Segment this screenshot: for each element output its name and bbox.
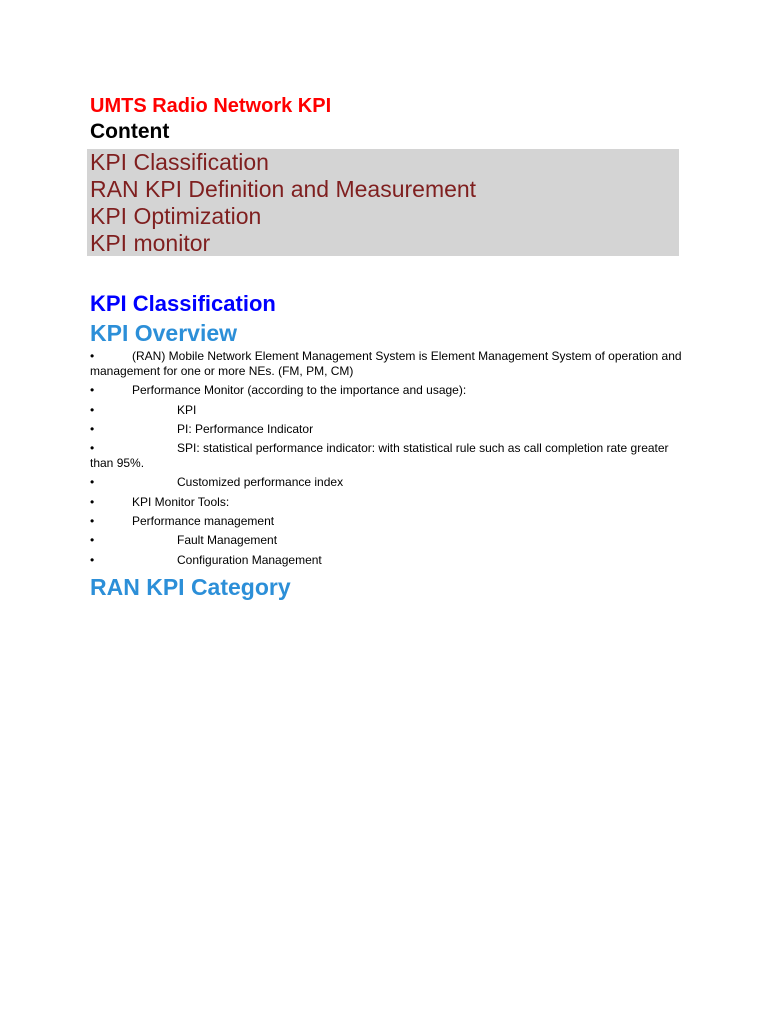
document-title: UMTS Radio Network KPI — [90, 95, 332, 117]
list-item: • Customized performance index — [90, 475, 344, 490]
list-item: • SPI: statistical performance indicator: with statistical rule such as call completion rate greater than 95%. — [90, 441, 669, 471]
list-item: • Performance management — [90, 514, 275, 529]
list-item-text: Customized performance index — [177, 475, 344, 490]
list-item: • KPI — [90, 402, 197, 417]
bullet-list — [90, 349, 682, 568]
toc-item-kpi-optimization[interactable]: KPI Optimization — [90, 203, 262, 229]
sub-heading-kpi-overview: KPI Overview — [90, 320, 238, 346]
document-body — [90, 90, 682, 602]
list-item: • (RAN) Mobile Network Element Management System is Element Management System of operation and management for one or more NEs. (FM, PM, CM) — [90, 349, 682, 378]
list-item-text: Fault Management — [177, 533, 278, 548]
toc-item-kpi-monitor[interactable]: KPI monitor — [90, 230, 211, 256]
sub-heading-ran-kpi-category: RAN KPI Category — [90, 573, 291, 600]
list-item-text: KPI Monitor Tools: — [132, 494, 230, 509]
list-item-text: PI: Performance Indicator — [177, 421, 314, 436]
list-item: • PI: Performance Indicator — [90, 421, 314, 436]
list-item-text: Performance Monitor (according to the importance and usage): — [132, 383, 467, 398]
list-item-text: SPI: statistical performance indicator: with statistical rule such as call completion rate greater than 95%. — [90, 441, 669, 471]
list-item-text: Configuration Management — [177, 552, 322, 567]
list-item: • Fault Management — [90, 533, 278, 548]
section-heading: KPI Classification — [90, 291, 276, 316]
list-item: • Performance Monitor (according to the importance and usage): — [90, 383, 467, 398]
list-item-text: (RAN) Mobile Network Element Management System is Element Management System of operation and management for one or more NEs. (FM, PM, CM) — [90, 349, 682, 378]
list-item: • KPI Monitor Tools: — [90, 494, 230, 509]
document-subtitle: Content — [90, 120, 170, 143]
list-item-text: KPI — [177, 402, 197, 417]
list-item-text: Performance management — [132, 514, 275, 529]
list-item: • Configuration Management — [90, 552, 322, 567]
toc-item-kpi-classification[interactable]: KPI Classification — [90, 149, 269, 175]
toc-item-ran-kpi-definition[interactable]: RAN KPI Definition and Measurement — [90, 176, 477, 202]
table-of-contents — [87, 149, 679, 256]
